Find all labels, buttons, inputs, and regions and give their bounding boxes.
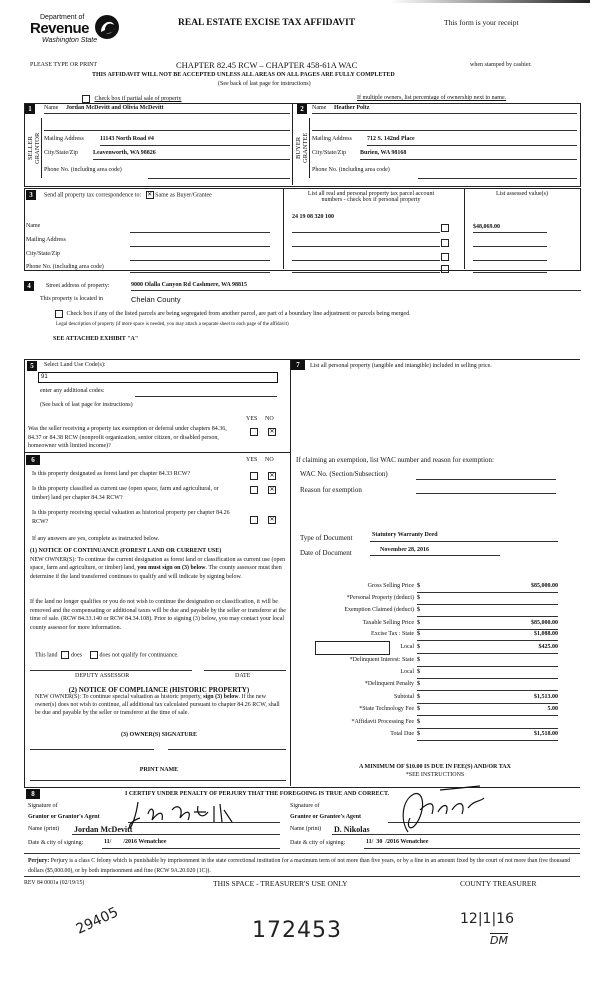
grantor-sig-label-2: Grantor or Grantor's Agent <box>28 814 100 820</box>
see-instructions: *SEE INSTRUCTIONS <box>405 772 465 778</box>
land-use-code-input[interactable]: 91 <box>38 372 278 383</box>
section3-divider-1 <box>283 188 284 269</box>
exemption-question: Was the seller receiving a property tax exemption or deferral under chapters 84.36, 84.37 or 84.38 RCW (nonprofit organization, senior citizen, or disabled person, homeowner with limited income)? <box>28 426 227 449</box>
located-label: This property is located in <box>40 296 103 302</box>
notice2-title: (2) NOTICE OF COMPLIANCE (HISTORIC PROPERTY) <box>68 686 250 694</box>
s6-no-header: NO <box>265 457 274 463</box>
seller-name[interactable]: Jordan McDevitt and Olivia McDevitt <box>66 105 164 111</box>
same-as-buyer-checkbox[interactable]: ✕ <box>147 192 153 198</box>
grantee-date-line <box>364 848 580 849</box>
fin-row-subtotal: Subtotal $ $1,513.00 <box>300 694 590 706</box>
buyer-name[interactable]: Heather Poltz <box>334 105 370 111</box>
fin-row-exemption: Exemption Claimed (deduct) $ <box>300 607 590 619</box>
doc-date[interactable]: November 28, 2016 <box>380 547 430 553</box>
deputy-assessor-label: DEPUTY ASSESSOR <box>75 673 130 679</box>
section-2-number: 2 <box>297 104 307 114</box>
section-divider <box>292 103 293 185</box>
instructions-note: (See back of last page for instructions) <box>218 81 311 87</box>
section-4-number: 4 <box>24 281 34 291</box>
buyer-city-line <box>360 159 577 160</box>
legal-description[interactable]: SEE ATTACHED EXHIBIT "A" <box>53 336 139 342</box>
buyer-name-line2 <box>312 130 577 131</box>
grantor-name-line <box>72 834 280 835</box>
seller-city-line <box>93 159 290 160</box>
doc-date-label: Date of Document <box>300 549 352 557</box>
parcel-3-checkbox[interactable] <box>441 253 449 261</box>
property-county[interactable]: Chelan County <box>131 295 181 304</box>
assessed-line-2[interactable] <box>473 246 547 247</box>
segregated-checkbox-row[interactable] <box>55 310 411 318</box>
grantee-name-line <box>332 834 580 835</box>
fin-row-personal-property: *Personal Property (deduct) $ <box>300 595 590 607</box>
does-not-checkbox[interactable] <box>90 651 98 659</box>
parcel-1-checkbox[interactable] <box>441 224 449 232</box>
current-use-yes-checkbox[interactable] <box>250 486 258 494</box>
fin-row-taxable: Taxable Selling Price $ $85,000.00 <box>300 620 590 632</box>
assessed-value-1[interactable]: $48,069.00 <box>473 224 500 230</box>
handwritten-left-number: 29405 <box>73 904 121 938</box>
additional-codes-line[interactable] <box>135 396 277 397</box>
corr-mailing-line[interactable] <box>130 246 270 247</box>
owner-signature-line-1[interactable] <box>30 749 154 750</box>
street-line <box>131 290 581 291</box>
please-type: PLEASE TYPE OR PRINT <box>30 62 98 68</box>
parcel-number-1[interactable]: 24 19 08 320 100 <box>292 214 334 220</box>
grantor-signature-icon <box>128 796 258 832</box>
local-code-box[interactable] <box>315 641 390 655</box>
does-checkbox[interactable] <box>61 651 69 659</box>
fin-row-tech-fee: *State Technology Fee $ 5.00 <box>300 706 590 718</box>
section-8-number: 8 <box>26 789 40 799</box>
corr-city-line[interactable] <box>130 260 270 261</box>
seller-name-line2 <box>44 130 290 131</box>
fin-row-processing-fee: *Affidavit Processing Fee $ <box>300 719 590 731</box>
doc-type-label: Type of Document <box>300 534 353 542</box>
notice1-text: NEW OWNER(S): To continue the current designation as forest land or classification as current use (open space, farm and agriculture, or timber) land, you must sign on (3) below. The county assessor must then determine if the land transferred continues to qualify and will indicate by signing below. <box>30 557 286 580</box>
grantee-date-label: Date & city of signing: <box>290 840 346 846</box>
grantee-date[interactable]: 11/ 30 /2016 Wenatchee <box>366 839 429 845</box>
corr-city-label: City/State/Zip <box>26 251 60 257</box>
logo-line1: Department of <box>40 14 85 21</box>
fin-row-total-due: Total Due $ $1,518.00 <box>300 731 590 743</box>
notice2-text: NEW OWNER(S): To continue special valuation as historic property, sign (3) below. If the new owner(s) does not wish to continue, all additional tax calculated pursuant to chapter 84.26 RCW, shall be due and payable by the seller or transferor at the time of sale. <box>35 694 280 716</box>
section6-top-line <box>24 452 290 453</box>
grantee-sig-label-1: Signature of <box>290 803 320 809</box>
seller-phone-label: Phone No. (including area code) <box>44 167 122 173</box>
assessed-line-4[interactable] <box>473 272 547 273</box>
corr-name-label: Name <box>26 223 41 229</box>
handwritten-initials: DM <box>490 934 508 947</box>
notice1-title: (1) NOTICE OF CONTINUANCE (FOREST LAND OR CURRENT USE) <box>30 548 222 554</box>
corr-phone-line[interactable] <box>130 272 270 273</box>
parcel-line-4[interactable] <box>292 272 440 273</box>
county-treasurer: COUNTY TREASURER <box>460 879 537 888</box>
wac-label: WAC No. (Section/Subsection) <box>300 470 388 478</box>
s6-yes-header: YES <box>246 457 258 463</box>
certify-statement: I CERTIFY UNDER PENALTY OF PERJURY THAT THE FOREGOING IS TRUE AND CORRECT. <box>125 791 390 797</box>
assessed-line-1[interactable] <box>473 232 547 233</box>
personal-property-label: List all personal property (tangible and intangible) included in selling price. <box>310 363 492 369</box>
fin-row-excise-state: Excise Tax : State $ $1,088.00 <box>300 631 590 643</box>
seller-name-line <box>44 113 290 114</box>
reason-label: Reason for exemption <box>300 486 362 494</box>
logo-line2: Revenue <box>30 20 90 37</box>
current-use-no-checkbox[interactable]: ✕ <box>269 487 275 493</box>
additional-codes-label: enter any additional codes: <box>40 388 105 394</box>
parcel-4-checkbox[interactable] <box>441 265 449 273</box>
ownership-note: If multiple owners, list percentage of ownership next to name. <box>357 95 507 101</box>
forest-yes-checkbox[interactable] <box>250 472 258 480</box>
buyer-city[interactable]: Burien, WA 98168 <box>360 150 407 156</box>
grantee-signature-icon <box>380 780 490 840</box>
notice1-text-c: If the land no longer qualifies or you do not wish to continue the designation or classification, it will be removed and the compensating or additional taxes will be due and payable by the seller or transferor at the time of sale. (RCW 84.33.140 or RCW 84.34.108). Prior to signing (3) below, you may contact your local county assessor for more information. <box>30 599 286 631</box>
perjury-notice: Perjury: Perjury is a class C felony which is punishable by imprisonment in the state correctional institution for a maximum term of not more than five years, or by a fine in an amount fixed by the court of not more than five thousand dollars ($5,000.00), or by both imprisonment and fine (RCW 9A.20.020 (1C)). <box>28 858 571 874</box>
corr-name-line[interactable] <box>130 232 270 233</box>
s5-no-header: NO <box>265 416 274 422</box>
land-use-label: Select Land Use Code(s): <box>44 362 106 368</box>
seller-mailing-line <box>100 145 290 146</box>
forest-no-checkbox[interactable]: ✕ <box>269 473 275 479</box>
doc-date-line <box>370 555 500 556</box>
buyer-phone-label: Phone No. (including area code) <box>312 167 390 173</box>
seller-city-label: City/State/Zip <box>44 150 78 156</box>
grantee-name-label: Name (print) <box>290 826 322 832</box>
deputy-assessor-line[interactable] <box>30 670 192 671</box>
perjury-top-line <box>24 853 580 854</box>
logo-line3: Washington State <box>42 37 98 44</box>
historical-yes-checkbox[interactable] <box>250 516 258 524</box>
historical-question: Is this property receiving special valuation as historical property per chapter 84.26 RCW? <box>32 510 230 525</box>
exemption-label: If claiming an exemption, list WAC number and reason for exemption: <box>296 456 494 464</box>
corr-mailing-label: Mailing Address <box>26 237 66 243</box>
handwritten-center-number: 172453 <box>252 918 342 943</box>
checkbox-icon[interactable] <box>82 95 90 103</box>
s5-yes-header: YES <box>246 416 258 422</box>
fin-row-delinquent-penalty: *Delinquent Penalty $ <box>300 681 590 693</box>
same-as-buyer-label: Same as Buyer/Grantee <box>155 192 212 199</box>
s5-no-checkbox[interactable]: ✕ <box>269 429 275 435</box>
property-street[interactable]: 9000 Olalla Canyon Rd Cashmere, WA 98815 <box>131 282 247 288</box>
section5-instructions: (See back of last page for instructions) <box>40 402 133 408</box>
doc-type[interactable]: Statutory Warranty Deed <box>372 532 438 538</box>
buyer-side-label: BUYER GRANTEE <box>295 118 310 178</box>
print-name-label: PRINT NAME <box>139 767 179 773</box>
parcel-header: List all real and personal property tax parcel account numbers - check box if personal property <box>307 191 435 203</box>
grantor-date-line <box>102 848 280 849</box>
segregated-label: Check box if any of the listed parcels are being segregated from another parcel, are part of a boundary line adjustment or parcels being merged. <box>66 311 411 318</box>
historical-no-checkbox[interactable]: ✕ <box>269 517 275 523</box>
form-title: REAL ESTATE EXCISE TAX AFFIDAVIT <box>178 18 356 28</box>
assessor-date-line[interactable] <box>204 670 286 671</box>
parcel-line-3[interactable] <box>292 260 440 261</box>
section-1-number: 1 <box>25 104 35 114</box>
assessor-date-label: DATE <box>235 673 251 679</box>
buyer-mailing-label: Mailing Address <box>312 136 352 142</box>
buyer-name-line <box>312 113 577 114</box>
partial-sale-checkbox[interactable] <box>82 95 181 103</box>
scan-edge <box>390 0 590 3</box>
street-label: Street address of property: <box>46 283 110 289</box>
seller-mailing-label: Mailing Address <box>44 136 84 142</box>
seller-mailing[interactable]: 11143 North Road #4 <box>100 136 154 142</box>
seller-side-label: SELLER GRANTOR <box>27 118 42 178</box>
section-7-number: 7 <box>291 360 305 370</box>
continuance-row: This land does does not qualify for continuance. <box>35 652 179 659</box>
chapter-reference: CHAPTER 82.45 RCW – CHAPTER 458-61A WAC <box>176 60 358 70</box>
if-yes-note: If any answers are yes, complete as instructed below. <box>32 536 160 542</box>
parcel-2-checkbox[interactable] <box>441 239 449 247</box>
partial-sale-label: Check box if partial sale of property <box>94 96 182 103</box>
buyer-mailing-line <box>367 145 577 146</box>
grantor-name-label: Name (print) <box>28 826 60 832</box>
receipt-note: This form is your receipt <box>444 18 519 27</box>
seller-city[interactable]: Leavenworth, WA 98826 <box>93 150 156 156</box>
section-6-number: 6 <box>26 455 40 465</box>
assessed-line-3[interactable] <box>473 260 547 261</box>
legal-label: Legal description of property (if more space is needed, you may attach a separate sheet to each page of the affidavit) <box>56 322 289 327</box>
parcel-line-2[interactable] <box>292 246 440 247</box>
forest-land-question: Is this property designated as forest land per chapter 84.33 RCW? <box>32 471 191 477</box>
buyer-phone-line <box>418 178 577 179</box>
corr-phone-label: Phone No. (including area code) <box>26 264 104 270</box>
treasurer-use: THIS SPACE - TREASURER'S USE ONLY <box>213 879 348 888</box>
minimum-note: A MINIMUM OF $10.00 IS DUE IN FEE(S) AND/OR TAX <box>359 764 511 770</box>
seller-phone-line <box>148 178 290 179</box>
section-5-number: 5 <box>27 361 37 371</box>
print-name-line[interactable] <box>30 780 286 781</box>
grantee-name[interactable]: D. Nikolas <box>334 825 370 834</box>
assessed-header: List assessed value(s) <box>496 191 548 197</box>
rev-number: REV 84 0001a (02/19/15) <box>24 880 85 886</box>
handwritten-date: 12|1|16 <box>460 911 514 927</box>
perjury-bottom-line <box>24 876 580 877</box>
owner-signature-label: (3) OWNER(S) SIGNATURE <box>121 732 197 738</box>
warning-banner: THIS AFFIDAVIT WILL NOT BE ACCEPTED UNLESS ALL AREAS ON ALL PAGES ARE FULLY COMPLETED <box>92 72 395 78</box>
lower-divider <box>290 359 291 786</box>
fin-row-gross: Gross Selling Price $ $85,000.00 <box>300 583 590 595</box>
correspondence-label: Send all property tax correspondence to: ✕ Same as Buyer/Grantee <box>44 192 212 199</box>
wac-line[interactable] <box>416 479 556 480</box>
seller-name-label: Name <box>44 105 59 111</box>
owner-signature-line-2[interactable] <box>168 749 286 750</box>
parcel-line-1[interactable] <box>292 232 440 233</box>
grantor-name[interactable]: Jordan McDevitt <box>74 825 133 834</box>
fin-row-delinquent-interest-state: *Delinquent Interest: State $ <box>300 657 590 669</box>
buyer-city-label: City/State/Zip <box>312 150 346 156</box>
doc-type-line <box>370 541 558 542</box>
segregated-checkbox[interactable] <box>55 310 63 318</box>
grantor-sig-label-1: Signature of <box>28 803 58 809</box>
fin-row-excise-local: Local $ $425.00 <box>300 644 590 658</box>
section3-divider-2 <box>464 188 465 269</box>
reason-line[interactable] <box>416 493 556 494</box>
grantor-date-label: Date & city of signing: <box>28 840 84 846</box>
receipt-note-2: when stamped by cashier. <box>470 62 532 68</box>
dor-swirl-logo-icon <box>94 14 120 40</box>
current-use-question: Is this property classified as current use (open space, farm and agricultural, or timber) land per chapter 84.34 RCW? <box>32 486 219 501</box>
buyer-mailing[interactable]: 712 S. 142nd Place <box>367 136 415 142</box>
s5-yes-checkbox[interactable] <box>250 428 258 436</box>
dor-logo <box>30 14 130 54</box>
grantee-sig-label-2: Grantee or Grantee's Agent <box>290 814 362 820</box>
fin-row-delinquent-interest-local: Local $ <box>300 669 590 681</box>
grantor-date[interactable]: 11/ /2016 Wenatchee <box>104 839 167 845</box>
buyer-name-label: Name <box>312 105 327 111</box>
section-3-number: 3 <box>26 190 36 200</box>
